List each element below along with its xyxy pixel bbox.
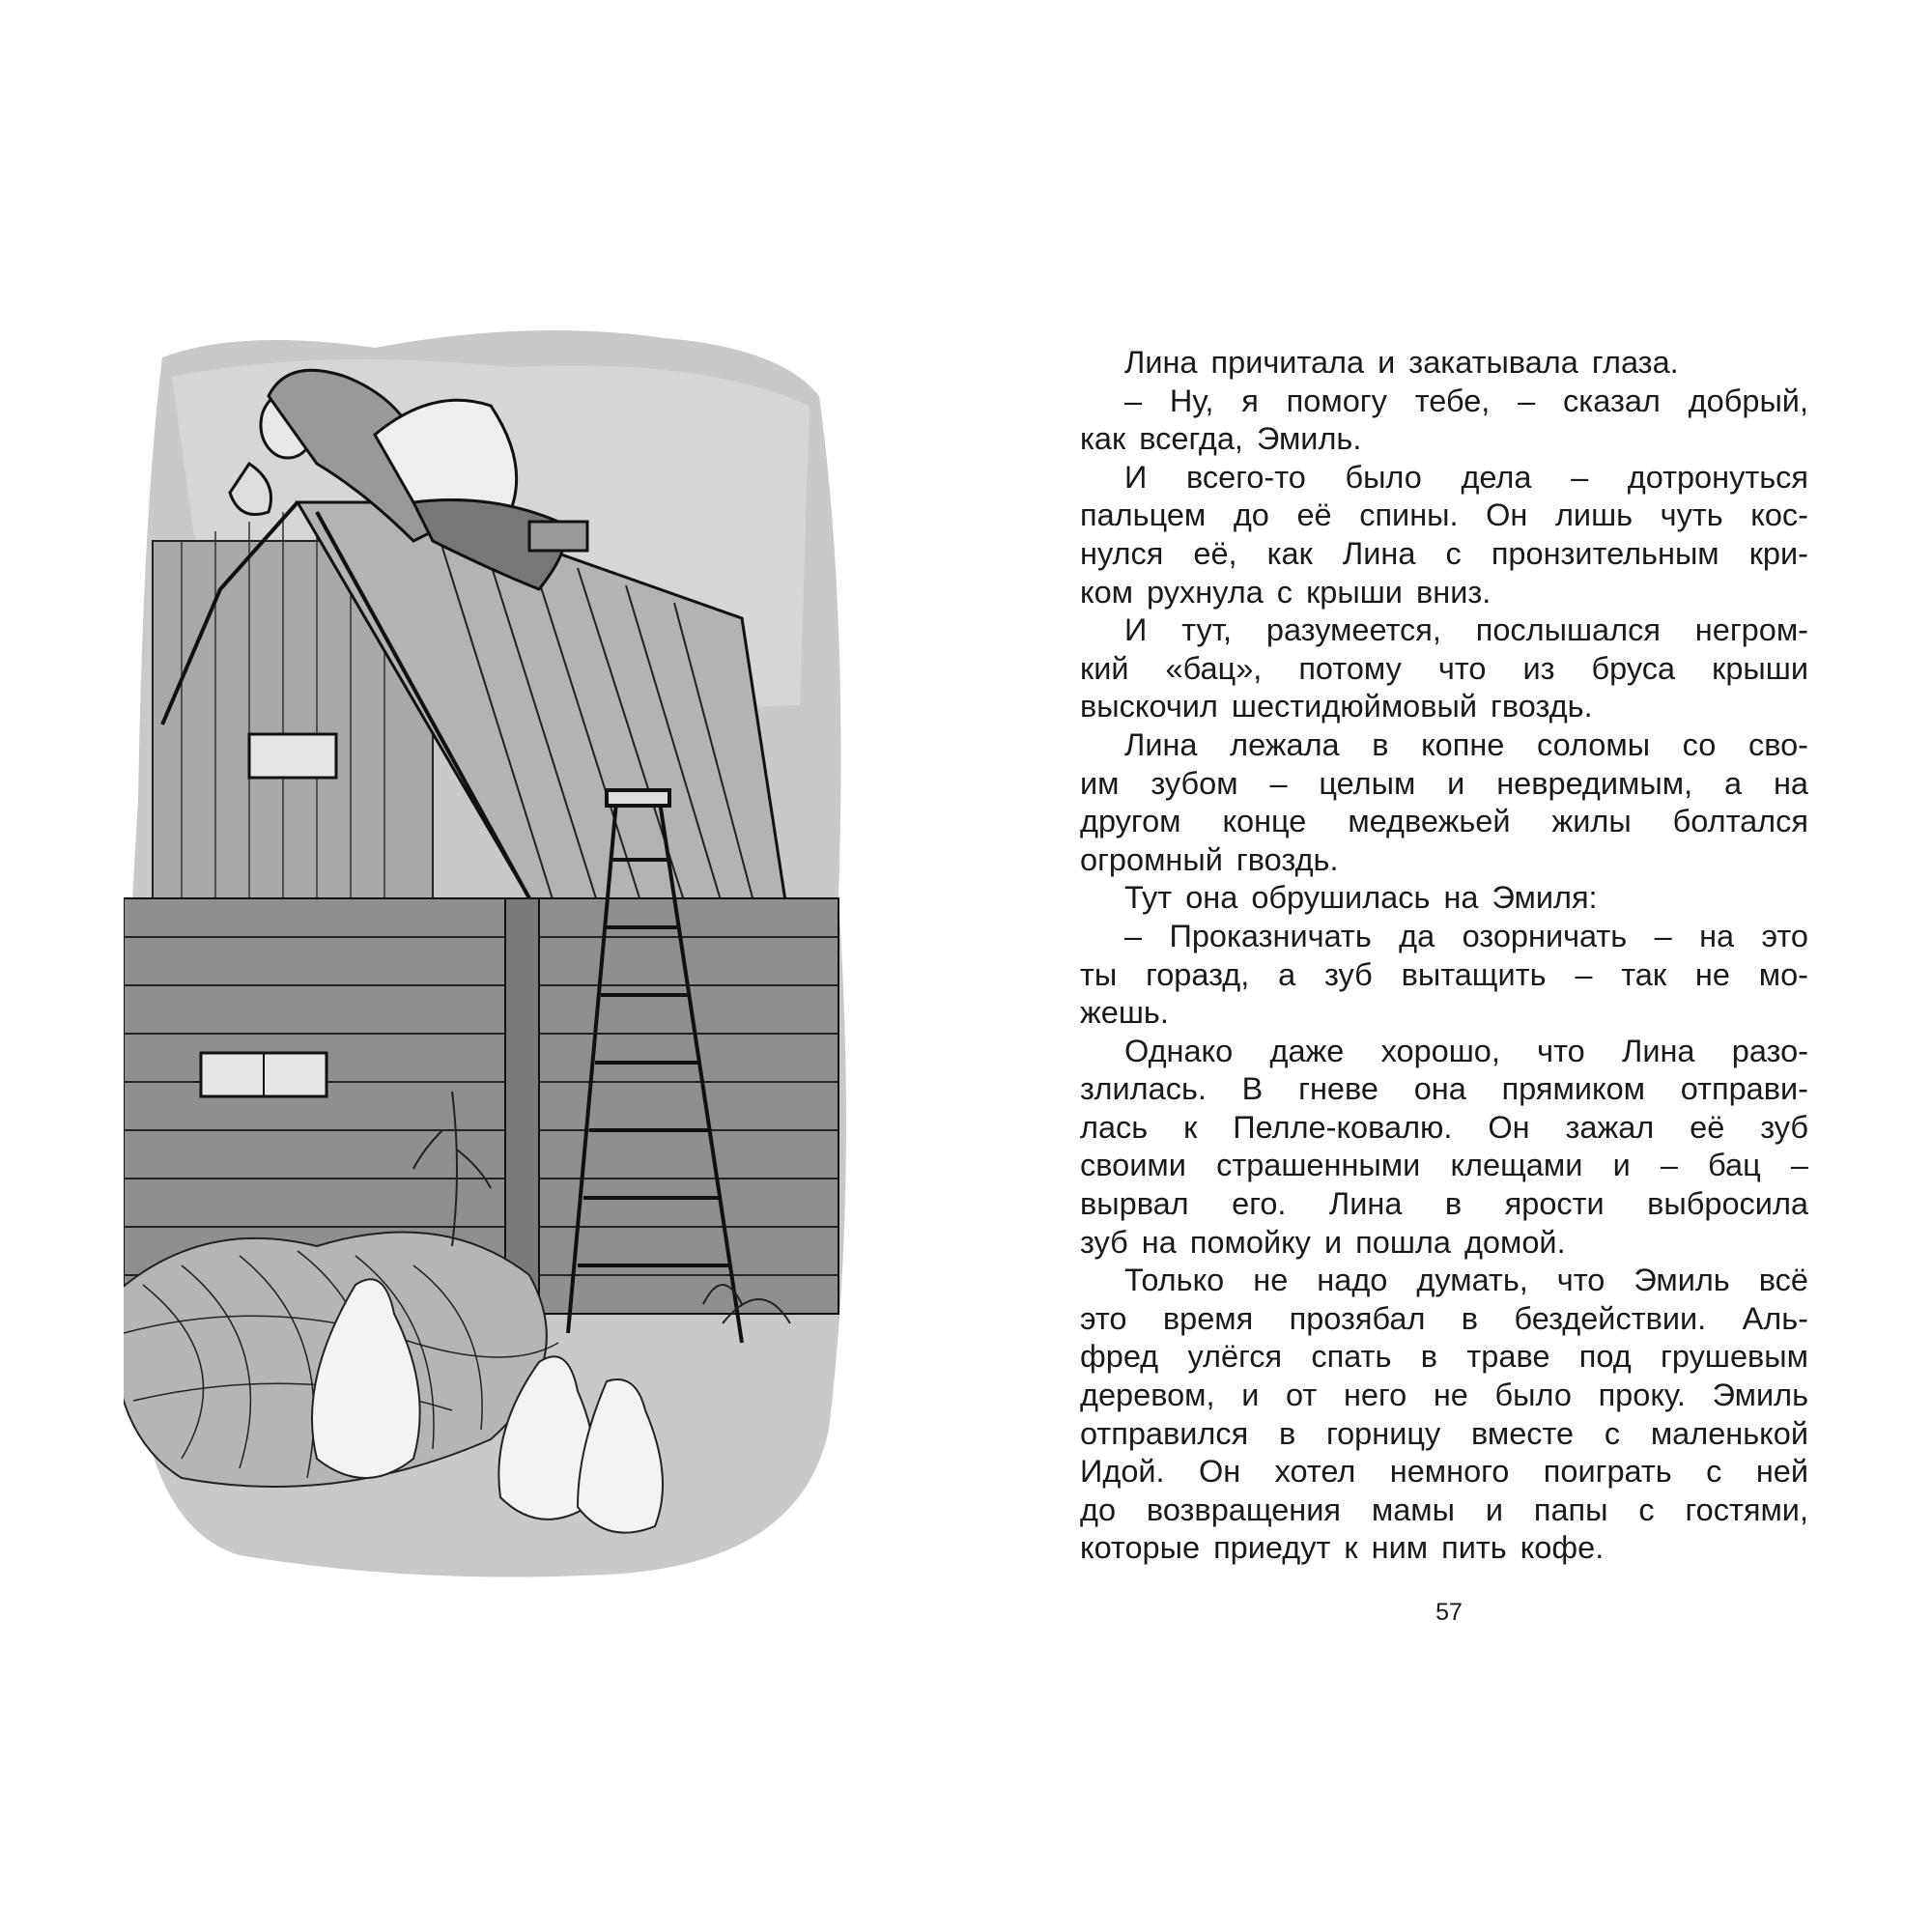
text-line: фред улёгся спать в траве под грушевым [1080,1339,1808,1375]
text-line: ты горазд, а зуб вытащить – так не мо- [1080,956,1808,992]
text-line: Однако даже хорошо, что Лина разо- [1124,1033,1808,1068]
text-line: это время прозябал в бездействии. Аль- [1080,1300,1808,1336]
barn-illustration [124,319,858,1584]
text-line: – Проказничать да озорничать – на это [1124,918,1808,953]
text-line: как всегда, Эмиль. [1080,421,1362,457]
text-line: пальцем до её спины. Он лишь чуть кос- [1080,497,1808,533]
text-line: Тут она обрушилась на Эмиля: [1124,880,1598,916]
text-line: которые приедут к ним пить кофе. [1080,1530,1605,1566]
illustration [124,319,858,1584]
text-line: кий «бац», потому что из бруса крыши [1080,650,1808,686]
text-line: Лина лежала в копне соломы со сво- [1124,726,1808,762]
page-number: 57 [1435,1599,1463,1626]
text-line: другом конце медвежьей жилы болтался [1080,804,1808,839]
text-line: жешь. [1080,995,1169,1031]
text-line: своими страшенными клещами и – бац – [1080,1148,1808,1183]
text-line: огромный гвоздь. [1080,841,1339,877]
text-line: Только не надо думать, что Эмиль всё [1124,1263,1808,1298]
text-line: нулся её, как Лина с пронзительным кри- [1080,535,1808,571]
text-line: Идой. Он хотел немного поиграть с ней [1080,1454,1808,1490]
text-line: деревом, и от него не было проку. Эмиль [1080,1378,1808,1413]
text-line: им зубом – целым и невредимым, а на [1080,765,1808,801]
text-line: зуб на помойку и пошла домой. [1080,1224,1566,1260]
text-line: злилась. В гневе она прямиком отправи- [1080,1071,1808,1107]
text-line: выскочил шестидюймовый гвоздь. [1080,689,1593,724]
text-line: до возвращения мамы и папы с гостями, [1080,1492,1808,1527]
text-line: отправился в горницу вместе с маленькой [1080,1415,1808,1451]
text-line: – Ну, я помогу тебе, – сказал добрый, [1124,383,1808,418]
main-text [1080,344,1808,1568]
text-line: вырвал его. Лина в ярости выбросила [1080,1186,1808,1222]
text-line: лась к Пелле-ковалю. Он зажал её зуб [1080,1109,1808,1145]
barn-window-upper [249,734,336,778]
text-line: И тут, разумеется, послышался негром- [1124,612,1808,648]
text-line: Лина причитала и закатывала глаза. [1124,345,1679,380]
text-line: ком рухнула с крыши вниз. [1080,574,1492,610]
text-line: И всего-то было дела – дотронуться [1124,459,1808,495]
